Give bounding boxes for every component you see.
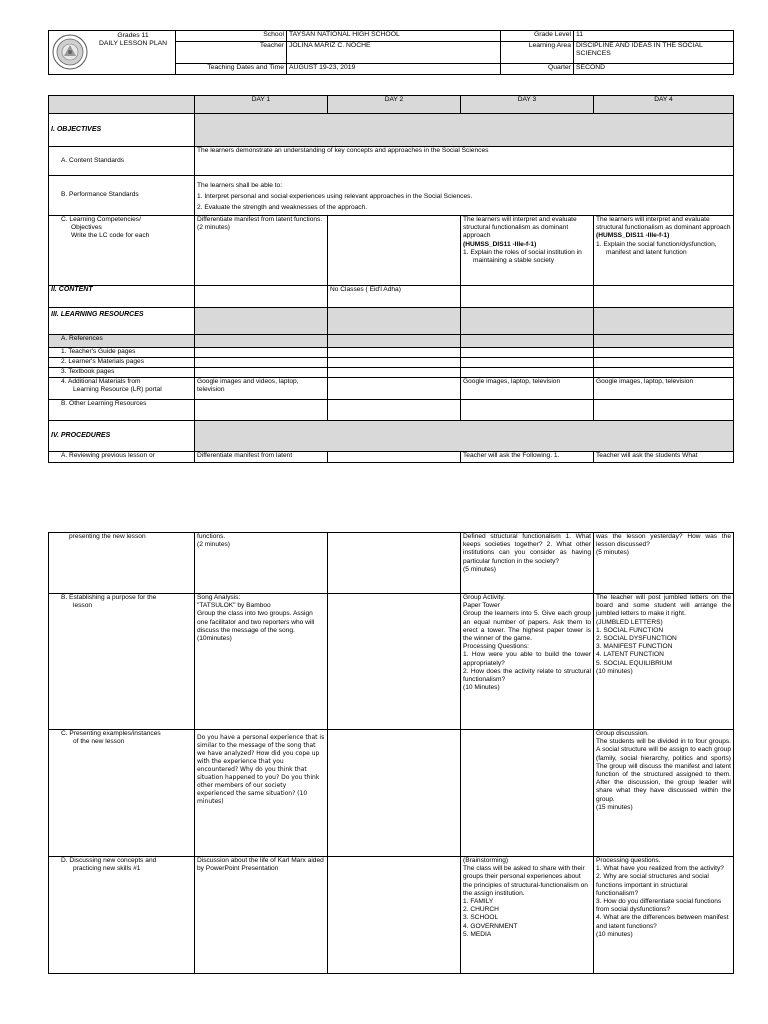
competency-text: The learners will interpret and evaluate structural functionalism as dominant approach (596, 216, 731, 232)
lm-pages-label: 2. Learner's Materials pages (49, 358, 195, 368)
grade-level-value: 11 (574, 31, 734, 42)
procedure-a-day1-cont (195, 533, 328, 594)
empty-cell (328, 348, 461, 358)
list-item: 4. What are the differences between manifest and latent functions? (596, 914, 729, 930)
additional-day3: Google images, laptop, television (461, 378, 594, 400)
learning-area-value: DISCIPLINE AND IDEAS IN THE SOCIAL SCIENCES (574, 42, 734, 64)
procedure-time: (10 Minutes) (463, 684, 500, 692)
procedure-time: (5 minutes) (463, 565, 496, 573)
procedure-c-day1: Do you have a personal experience that is similar to the message of the song that we have analyzed? How did you cope up with the experience that you encountered? Why do you think that situation happened to you? Do you think other members of our society experienced the same situation? (10 minutes) (195, 730, 328, 857)
additional-day2 (328, 378, 461, 400)
section-fill (328, 308, 461, 335)
list-item: 2. SOCIAL DYSFUNCTION (596, 635, 677, 643)
deped-seal-icon (52, 34, 88, 73)
list-item: 4. LATENT FUNCTION (596, 651, 664, 659)
procedure-a-day4-cont (594, 533, 734, 594)
empty-cell (461, 348, 594, 358)
procedure-text: Group Activity. (463, 594, 506, 601)
competency-text: The learners will interpret and evaluate structural functionalism as dominant approach (463, 216, 577, 240)
lesson-table-continued (48, 532, 734, 974)
empty-cell (328, 400, 461, 421)
grade-level-label: Grade Level (501, 31, 574, 42)
procedure-a-day3-cont (461, 533, 594, 594)
section-fill (594, 308, 734, 335)
section-fill (195, 114, 734, 147)
empty-cell (461, 400, 594, 421)
competency-day4 (594, 216, 734, 286)
empty-cell (594, 348, 734, 358)
section-resources: III. LEARNING RESOURCES (49, 308, 195, 335)
corner-cell (49, 96, 195, 114)
procedure-text: "TATSULOK" by Bamboo (197, 602, 271, 610)
procedure-text: was the lesson yesterday? How was the lesson discussed? (596, 533, 731, 549)
procedure-a-day3: Teacher will ask the Following. 1. (461, 452, 594, 463)
procedure-a-day2 (328, 452, 461, 463)
procedure-c-day3 (461, 730, 594, 857)
competency-day2 (328, 216, 461, 286)
additional-label-line: Learning Resource (LR) portal (73, 386, 162, 394)
other-resources-label: B. Other Learning Resources (49, 400, 195, 421)
procedure-b-day3 (461, 594, 594, 730)
procedure-label-line: of the new lesson (73, 738, 125, 746)
content-day3 (461, 286, 594, 308)
content-day1 (195, 286, 328, 308)
procedure-b-day4 (594, 594, 734, 730)
lesson-table (48, 95, 734, 463)
procedure-d-day3 (461, 857, 594, 974)
empty-cell (594, 358, 734, 368)
procedure-text: functions. (197, 533, 226, 540)
procedure-a-day2-cont (328, 533, 461, 594)
dates-label: Teaching Dates and Time (176, 64, 287, 75)
school-label: School (176, 31, 287, 42)
competency-item: 1. Explain the social function/dysfunction, manifest and latent function (596, 240, 717, 256)
teacher-value: JOLINA MARIZ C. NOCHE (287, 42, 501, 64)
procedure-b-label (49, 594, 195, 730)
competencies-label-line: Objectives (71, 224, 102, 232)
teacher-label: Teacher (176, 42, 287, 64)
additional-materials-label (49, 378, 195, 400)
procedure-time: (2 minutes) (197, 541, 230, 549)
lesson-table-part2 (48, 532, 733, 974)
procedure-time: (10 minutes) (596, 667, 633, 675)
list-item: 3. How do you differentiate social functions from social dysfunctions? (596, 898, 722, 914)
section-fill (461, 308, 594, 335)
procedure-time: (15 minutes) (596, 803, 633, 811)
procedure-label-line: C. Presenting examples/instances (61, 730, 161, 737)
procedure-a-day1: Differentiate manifest from latent (195, 452, 328, 463)
procedure-d-day4 (594, 857, 734, 974)
list-item: 5. SOCIAL EQUILIBRIUM (596, 659, 672, 667)
procedure-label-line: D. Discussing new concepts and (61, 857, 157, 864)
procedure-text: Group the class into two groups. Assign one facilitator and two reporters who will discuss the message of the song. (197, 610, 315, 634)
procedure-text: Group discussion. (596, 730, 649, 737)
day-header: DAY 4 (594, 96, 734, 114)
empty-cell (461, 368, 594, 378)
logo-cell (49, 31, 176, 75)
competency-item: 1. Explain the roles of social institution in maintaining a stable society (463, 248, 582, 265)
references-fill (461, 335, 594, 348)
plan-title: DAILY LESSON PLAN (98, 40, 168, 48)
procedure-text: The students will be divided in to four groups. A social structure will be assign to each group (family, social hierarchy, politics and sports) The group will discuss the manifest and latent function of the structured assigned to them. After the discussion, the group leader will share what they have discussed within the group. (596, 738, 731, 803)
procedure-text: Processing Questions: (463, 643, 529, 651)
procedure-label-line: lesson (73, 602, 93, 610)
learning-area-label: Learning Area (501, 42, 574, 64)
procedure-b-day1 (195, 594, 328, 730)
competency-day1 (195, 216, 328, 286)
empty-cell (195, 400, 328, 421)
content-standards-text: The learners demonstrate an understanding of key concepts and approaches in the Social Sciences (195, 147, 734, 176)
procedure-d-day2 (328, 857, 461, 974)
section-objectives: I. OBJECTIVES (49, 114, 195, 147)
dates-value: AUGUST 19-23, 2019 (287, 64, 501, 75)
additional-day1: Google images and videos, laptop, television (195, 378, 328, 400)
performance-standards-text (195, 176, 734, 216)
competency-code: (HUMSS_DIS11 -IIIe-f-1) (463, 240, 537, 248)
procedure-c-day2 (328, 730, 461, 857)
empty-cell (594, 400, 734, 421)
list-item: 1. What have you realized from the activity? (596, 865, 724, 873)
procedure-c-day4 (594, 730, 734, 857)
procedure-time: (10minutes) (197, 635, 232, 643)
competencies-label (49, 216, 195, 286)
list-item: 3. MANIFEST FUNCTION (596, 643, 673, 651)
procedure-b-day2 (328, 594, 461, 730)
quarter-value: SECOND (574, 64, 734, 75)
tg-pages-label: 1. Teacher's Guide pages (49, 348, 195, 358)
procedure-a-day4: Teacher will ask the students What (594, 452, 734, 463)
section-fill (195, 308, 328, 335)
procedure-text: (Brainstorming) (463, 857, 509, 864)
procedure-text: The class will be asked to share with their groups their personal experiences about the principles of structural-functionalism on the assign institution. (463, 865, 588, 897)
competency-day3 (461, 216, 594, 286)
empty-cell (195, 358, 328, 368)
day-header: DAY 3 (461, 96, 594, 114)
procedure-text: The teacher will post jumbled letters on the board and some student will arrange the jumbled letters to make it right. (596, 594, 731, 618)
procedure-label-line: practicing new skills #1 (73, 865, 141, 873)
empty-cell (594, 368, 734, 378)
list-item: 3. SCHOOL (463, 914, 499, 922)
references-fill (594, 335, 734, 348)
empty-cell (328, 358, 461, 368)
list-item: 4. GOVERNMENT (463, 922, 518, 930)
procedure-text: (JUMBLED LETTERS) (596, 618, 663, 626)
lesson-table-part1 (48, 95, 733, 463)
quarter-label: Quarter (501, 64, 574, 75)
list-item: 2. CHURCH (463, 906, 499, 914)
procedure-a-label-cont: presenting the new lesson (49, 533, 195, 594)
procedure-text: Defined structural functionalism 1. What keeps societies together? 2. What other institutions can you consider as having particular function in the society? (463, 533, 591, 565)
grade-title: Grades 11 (117, 32, 149, 39)
empty-cell (195, 368, 328, 378)
procedure-label-line: B. Establishing a purpose for the (61, 594, 157, 601)
procedure-d-day1: Discussion about the life of Karl Marx aided by PowerPoint Presentation (195, 857, 328, 974)
references-label: A. References (49, 335, 195, 348)
procedure-text: Paper Tower (463, 602, 500, 610)
list-item: 1. SOCIAL FUNCTION (596, 626, 664, 634)
procedure-time: (5 minutes) (596, 549, 629, 557)
day-header: DAY 2 (328, 96, 461, 114)
procedure-time: (10 minutes) (596, 930, 633, 938)
additional-label-line: 4. Additional Materials from (61, 378, 141, 385)
list-item: 2. Why are social structures and social functions important in structural functionalism? (596, 873, 709, 897)
additional-day4: Google images, laptop, television (594, 378, 734, 400)
procedure-text: 2. How does the activity relate to structural functionalism? (463, 667, 591, 684)
content-day2: No Classes ( Eid'l Adha) (328, 286, 461, 308)
procedure-d-label (49, 857, 195, 974)
section-procedures: IV. PROCEDURES (49, 421, 195, 452)
competencies-label-line: Write the LC code for each (71, 232, 150, 240)
section-content: II. CONTENT (49, 286, 195, 308)
performance-item: 2. Evaluate the strength and weaknesses of the approach. (197, 204, 368, 212)
procedure-text: Processing questions. (596, 857, 661, 864)
procedure-text: 1. How were you able to build the tower appropriately? (463, 651, 591, 667)
competency-code: (HUMSS_DIS11 -IIIe-f-1) (596, 232, 670, 240)
competency-time: (2 minutes) (197, 224, 230, 232)
empty-cell (328, 368, 461, 378)
textbook-label: 3. Textbook pages (49, 368, 195, 378)
competency-text: Differentiate manifest from latent functions. (197, 216, 323, 223)
day-header: DAY 1 (195, 96, 328, 114)
procedure-c-label (49, 730, 195, 857)
content-standards-label: A. Content Standards (49, 147, 195, 176)
empty-cell (461, 358, 594, 368)
performance-standards-label: B. Performance Standards (49, 176, 195, 216)
references-fill (328, 335, 461, 348)
list-item: 1. FAMILY (463, 898, 494, 906)
performance-item: 1. Interpret personal and social experiences using relevant approaches in the Social Sciences. (197, 193, 473, 201)
references-fill (195, 335, 328, 348)
empty-cell (195, 348, 328, 358)
header-table (48, 30, 734, 75)
list-item: 5. MEDIA (463, 930, 492, 938)
content-day4 (594, 286, 734, 308)
procedure-a-label: A. Reviewing previous lesson or (49, 452, 195, 463)
school-value: TAYSAN NATIONAL HIGH SCHOOL (287, 31, 501, 42)
competencies-label-line: C. Learning Competencies/ (61, 216, 141, 223)
procedure-text: Song Analysis: (197, 594, 241, 601)
performance-intro: The learners shall be able to: (197, 182, 283, 189)
procedure-text: Group the learners into 5. Give each group an equal number of papers. Ask them to erect a tower. The highest paper tower is the winner of the game. (463, 610, 591, 643)
header-block (48, 30, 733, 75)
section-fill (195, 421, 734, 452)
